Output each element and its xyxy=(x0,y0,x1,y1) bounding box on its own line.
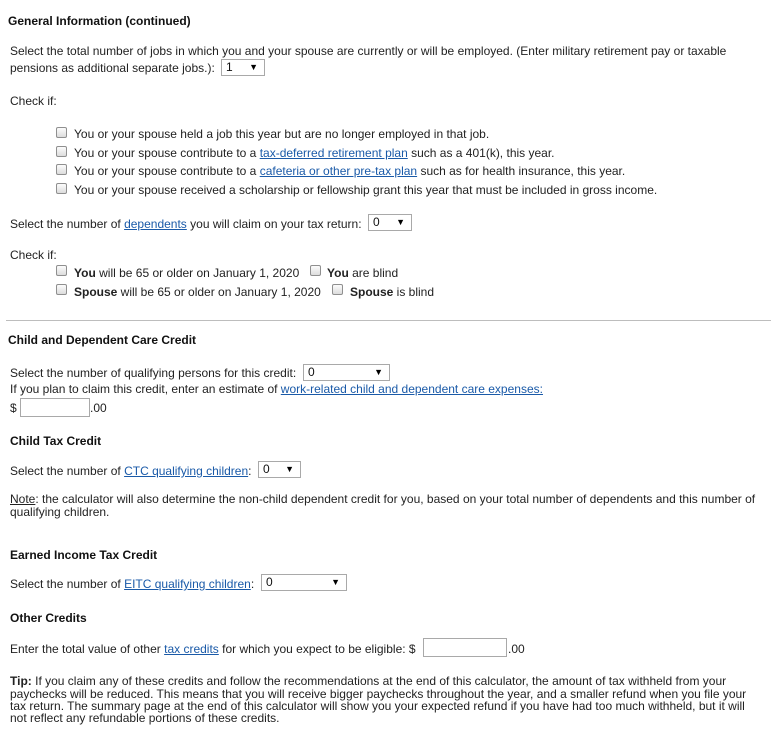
section-heading-general: General Information (continued) xyxy=(8,14,191,28)
check-label-retirement-plan xyxy=(74,146,555,160)
dependents-value: 0 xyxy=(373,215,380,229)
check-label-text: such as for health insurance, this year. xyxy=(417,164,626,178)
eitc-qualifying-children-link[interactable]: EITC qualifying children xyxy=(124,577,251,591)
checkbox-scholarship[interactable] xyxy=(56,183,67,194)
ctc-note-text: : the calculator will also determine the non-child dependent credit for you, based on your total number of dependents and this number of xyxy=(35,492,756,506)
checkbox-you-blind[interactable] xyxy=(310,265,321,276)
section-divider xyxy=(6,320,771,321)
chevron-down-icon: ▼ xyxy=(396,217,405,227)
tip-text: If you claim any of these credits and follow the recommendations at the end of this calculator, the amount of tax withheld from your xyxy=(31,674,727,688)
cafeteria-plan-link[interactable]: cafeteria or other pre-tax plan xyxy=(259,164,418,178)
other-credits-prompt xyxy=(10,642,416,656)
label-spouse-bold: Spouse xyxy=(74,285,118,299)
ctc-prompt-text: : xyxy=(248,464,252,478)
care-expenses-input[interactable] xyxy=(20,398,90,417)
label-you-bold: You xyxy=(327,266,349,280)
section-heading-ctc: Child Tax Credit xyxy=(10,434,102,448)
label-spouse-blind xyxy=(350,285,434,299)
other-credits-text: for which you expect to be eligible: $ xyxy=(218,642,416,656)
cents-label: .00 xyxy=(90,401,107,415)
eitc-children-value: 0 xyxy=(266,575,273,589)
tip-line2: paychecks will be reduced. This means that you will receive bigger paychecks throughout the year, and a smaller refund when you file your xyxy=(10,687,747,701)
label-you-bold: You xyxy=(74,266,96,280)
tip-line3: tax return. The summary page at the end of this calculator will show you your expected refund if you have had too much withheld, but it will xyxy=(10,699,745,713)
note-label: Note xyxy=(10,492,36,506)
checkbox-retirement-plan[interactable] xyxy=(56,146,67,157)
chevron-down-icon: ▼ xyxy=(249,62,258,72)
label-you-blind xyxy=(327,266,398,280)
section-heading-other: Other Credits xyxy=(10,611,87,625)
dollar-sign: $ xyxy=(10,401,17,415)
label-spouse-blind-text: is blind xyxy=(393,285,435,299)
label-spouse-65 xyxy=(74,285,321,299)
tax-deferred-retirement-plan-link[interactable]: tax-deferred retirement plan xyxy=(259,146,408,160)
tip-line1 xyxy=(10,675,726,687)
checkbox-spouse-blind[interactable] xyxy=(332,284,343,295)
other-credits-text: Enter the total value of other xyxy=(10,642,165,656)
care-expenses-link[interactable]: work-related child and dependent care expenses: xyxy=(280,382,543,396)
jobs-count-value: 1 xyxy=(226,60,233,74)
section-heading-child-care: Child and Dependent Care Credit xyxy=(8,333,197,347)
jobs-prompt-line1: Select the total number of jobs in which you and your spouse are currently or will be employed. (Enter military retirement pay or taxable xyxy=(10,44,727,58)
care-expenses-text: If you plan to claim this credit, enter an estimate of xyxy=(10,382,281,396)
chevron-down-icon: ▼ xyxy=(374,367,383,377)
label-you-65-text: will be 65 or older on January 1, 2020 xyxy=(95,266,300,280)
checkbox-former-job[interactable] xyxy=(56,127,67,138)
label-spouse-bold: Spouse xyxy=(350,285,394,299)
care-expenses-prompt xyxy=(10,382,543,396)
check-label-cafeteria-plan xyxy=(74,164,625,178)
check-label-text: such as a 401(k), this year. xyxy=(407,146,555,160)
dependents-prompt xyxy=(10,217,362,231)
checkbox-you-65[interactable] xyxy=(56,265,67,276)
checkbox-spouse-65[interactable] xyxy=(56,284,67,295)
eitc-prompt-text: : xyxy=(250,577,255,591)
chevron-down-icon: ▼ xyxy=(331,577,340,587)
other-cents-label: .00 xyxy=(508,642,525,656)
checkbox-cafeteria-plan[interactable] xyxy=(56,164,67,175)
qualifying-persons-select[interactable] xyxy=(303,364,390,381)
check-label-text: You or your spouse contribute to a xyxy=(74,164,260,178)
ctc-prompt xyxy=(10,464,251,478)
tip-label: Tip: xyxy=(10,674,32,688)
eitc-children-select[interactable] xyxy=(261,574,347,591)
label-you-65 xyxy=(74,266,299,280)
ctc-note-line1 xyxy=(10,492,755,506)
chevron-down-icon: ▼ xyxy=(285,464,294,474)
dependents-link[interactable]: dependents xyxy=(124,217,187,231)
dependents-prompt-text: you will claim on your tax return: xyxy=(186,217,362,231)
section-heading-eitc: Earned Income Tax Credit xyxy=(10,548,158,562)
tip-line4: not reflect any refundable portions of these credits. xyxy=(10,711,280,725)
check-label-scholarship: You or your spouse received a scholarship or fellowship grant this year that must be included in gross income. xyxy=(74,183,658,197)
ctc-qualifying-children-link[interactable]: CTC qualifying children xyxy=(124,464,249,478)
other-credits-input[interactable] xyxy=(423,638,507,657)
eitc-prompt-text: Select the number of xyxy=(10,577,125,591)
label-you-blind-text: are blind xyxy=(348,266,399,280)
ctc-children-value: 0 xyxy=(263,462,270,476)
jobs-prompt-line2: pensions as additional separate jobs.): xyxy=(10,61,215,75)
dependents-prompt-text: Select the number of xyxy=(10,217,125,231)
check-if-label-2: Check if: xyxy=(10,248,57,262)
ctc-children-select[interactable] xyxy=(258,461,301,478)
ctc-prompt-text: Select the number of xyxy=(10,464,125,478)
check-if-label: Check if: xyxy=(10,94,57,108)
ctc-note-line2: qualifying children. xyxy=(10,505,110,519)
label-spouse-65-text: will be 65 or older on January 1, 2020 xyxy=(117,285,321,299)
qualifying-persons-value: 0 xyxy=(308,365,315,379)
eitc-prompt xyxy=(10,577,254,591)
qualifying-persons-prompt: Select the number of qualifying persons for this credit: xyxy=(10,366,297,380)
tax-credits-link[interactable]: tax credits xyxy=(164,642,219,656)
jobs-count-select[interactable] xyxy=(221,59,265,76)
dependents-select[interactable] xyxy=(368,214,412,231)
check-label-former-job: You or your spouse held a job this year but are no longer employed in that job. xyxy=(74,127,490,141)
check-label-text: You or your spouse contribute to a xyxy=(74,146,260,160)
